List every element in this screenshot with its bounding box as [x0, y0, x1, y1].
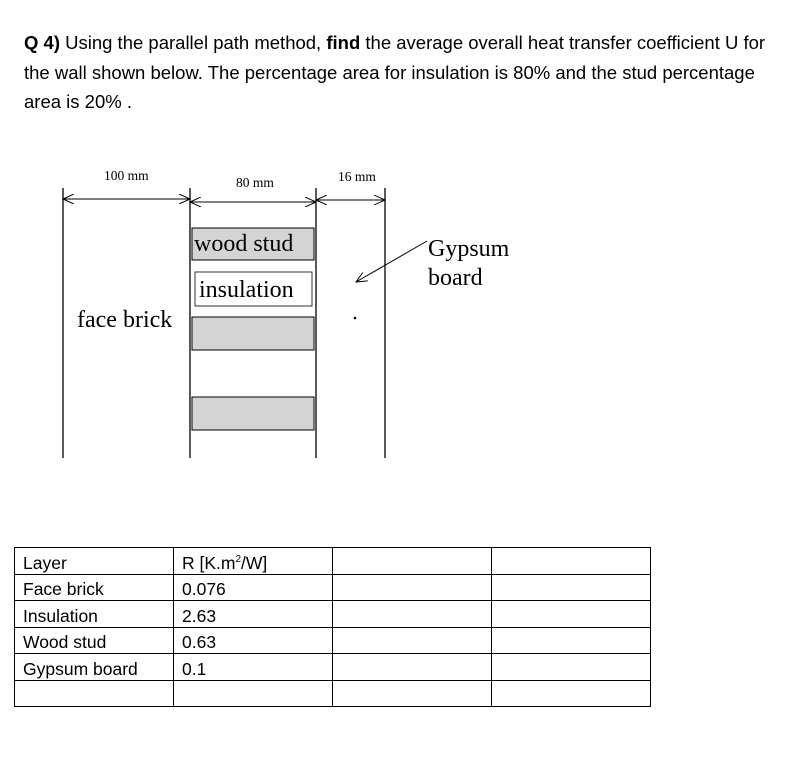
question-find-word: find — [326, 32, 361, 53]
table-header-row — [15, 548, 651, 575]
table-empty-cell — [492, 654, 651, 681]
table-empty-cell — [492, 680, 651, 707]
table-row — [15, 601, 651, 628]
r-value-cell: 0.1 — [174, 654, 333, 681]
face-brick-label: face brick — [77, 307, 173, 333]
table-empty-cell — [333, 654, 492, 681]
table-empty-cell — [333, 627, 492, 654]
question-text-b: the average overall heat transfer coefficient U for the wall shown below. The percentage area for insulation is 80% and the stud percentage area is 20% . — [24, 32, 766, 112]
question-text-a: Using the parallel path method, — [59, 32, 327, 53]
resistance-table — [14, 547, 651, 707]
r-value-cell: 0.63 — [174, 627, 333, 654]
wood-stud-label: wood stud — [194, 231, 294, 257]
gypsum-label-line2: board — [428, 265, 483, 291]
layer-cell: Wood stud — [15, 627, 174, 654]
table-empty-cell — [492, 627, 651, 654]
dim-gypsum-label: 16 mm — [338, 169, 376, 184]
wall-diagram — [0, 150, 788, 470]
header-layer: Layer — [15, 548, 174, 575]
table-empty-cell — [492, 548, 651, 575]
gypsum-dot — [354, 317, 357, 320]
table-row — [15, 680, 651, 707]
layer-cell: Face brick — [15, 574, 174, 601]
table-row — [15, 654, 651, 681]
table-empty-cell — [333, 680, 492, 707]
dim-brick-label: 100 mm — [104, 168, 149, 183]
table-empty-cell — [333, 548, 492, 575]
table-row — [15, 574, 651, 601]
wood-stud-block-2 — [192, 317, 314, 350]
table-empty-cell — [174, 680, 333, 707]
question-text — [24, 28, 784, 117]
table-empty-cell — [492, 601, 651, 628]
header-r: R $[K.m^2/W]$ — [174, 548, 333, 575]
insulation-label: insulation — [199, 277, 294, 303]
gypsum-pointer-line — [356, 241, 427, 282]
table-row — [15, 627, 651, 654]
r-value-cell: 0.076 — [174, 574, 333, 601]
table-empty-cell — [333, 574, 492, 601]
table-empty-cell — [492, 574, 651, 601]
gypsum-label-line1: Gypsum — [428, 236, 510, 262]
r-value-cell: 2.63 — [174, 601, 333, 628]
dim-middle-label: 80 mm — [236, 175, 274, 190]
layer-cell: Insulation — [15, 601, 174, 628]
layer-cell: Gypsum board — [15, 654, 174, 681]
table-empty-cell — [15, 680, 174, 707]
table-empty-cell — [333, 601, 492, 628]
question-label: Q 4) — [24, 32, 60, 53]
wood-stud-block-3 — [192, 397, 314, 430]
